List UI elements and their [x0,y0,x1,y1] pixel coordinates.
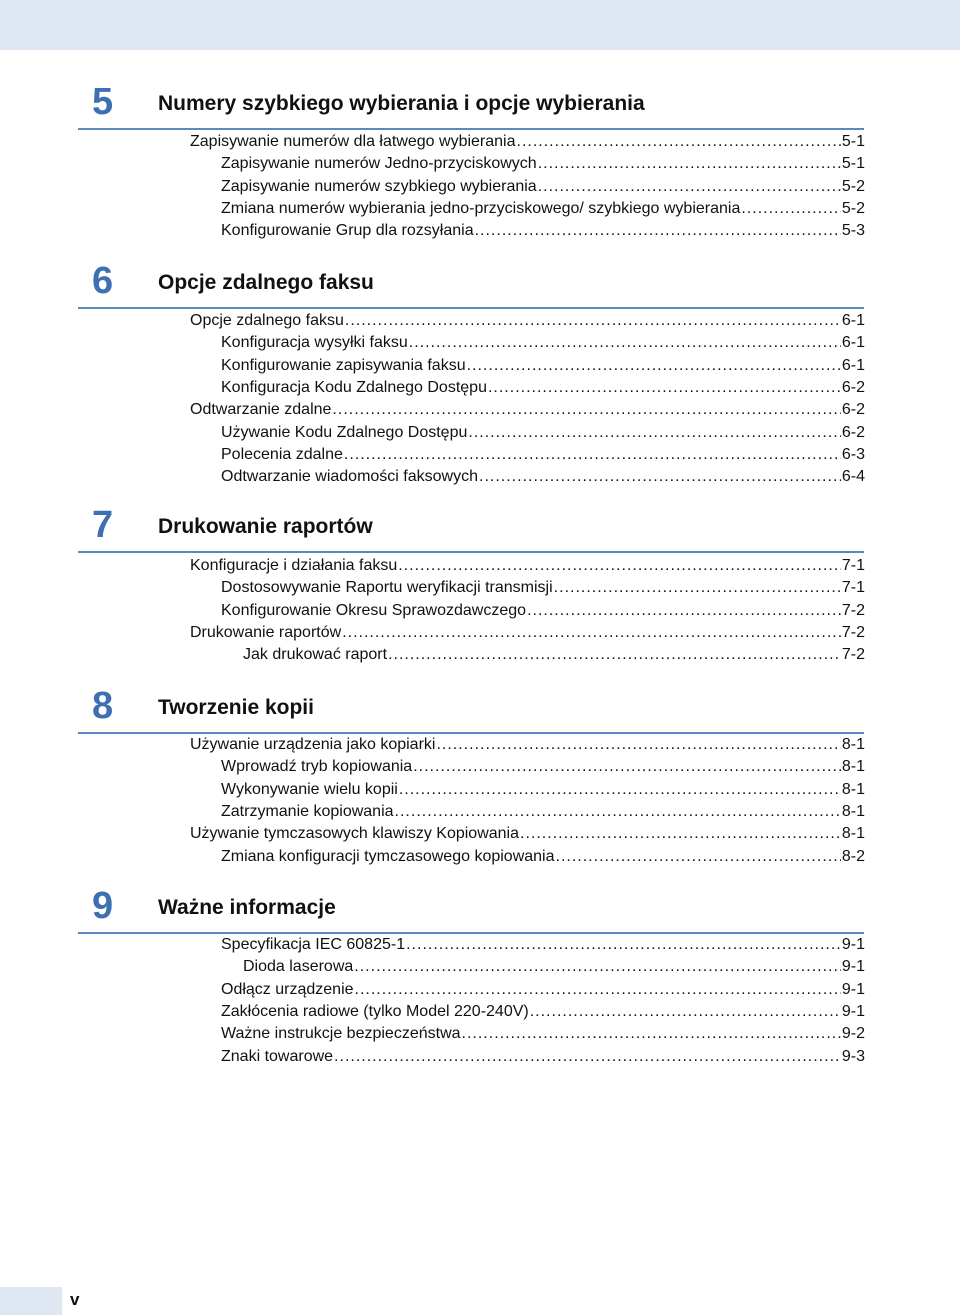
dot-leader [556,846,841,868]
toc-entry[interactable] [221,355,865,377]
toc-entry[interactable] [221,1023,865,1045]
toc-entry[interactable] [221,176,865,198]
dot-leader [395,801,841,823]
toc-entry-page: 6-2 [841,401,865,418]
dot-leader [342,622,841,644]
toc-entry-page: 9-1 [841,981,865,998]
toc-entry-page: 9-1 [841,958,865,975]
toc-entry-label: Polecenia zdalne [221,446,343,463]
toc-entry-label: Zmiana konfiguracji tymczasowego kopiowania [221,848,555,865]
toc-entry-label: Jak drukować raport [243,646,388,663]
dot-leader [488,377,841,399]
toc-entry-page: 8-1 [841,758,865,775]
dot-leader [388,644,841,666]
toc-entry-label: Wprowadź tryb kopiowania [221,758,413,775]
toc-entry-page: 8-1 [841,803,865,820]
toc-entry-label: Konfigurowanie zapisywania faksu [221,357,466,374]
toc-entry[interactable] [221,377,865,399]
toc-entry-label: Znaki towarowe [221,1048,334,1065]
chapter-header [78,80,864,130]
toc-entry[interactable] [221,934,865,956]
toc-entry-page: 9-1 [841,1003,865,1020]
toc-entry-page: 9-1 [841,936,865,953]
toc-entry-label: Zapisywanie numerów dla łatwego wybierania [190,133,516,150]
footer-color-tab [0,1287,62,1315]
toc-entry-label: Używanie Kodu Zdalnego Dostępu [221,424,468,441]
toc-entry-page: 7-2 [841,602,865,619]
toc-entry-label: Zakłócenia radiowe (tylko Model 220-240V) [221,1003,529,1020]
dot-leader [436,734,840,756]
toc-entry-page: 5-1 [841,133,865,150]
toc-entry[interactable] [243,956,865,978]
toc-entry[interactable] [190,622,865,644]
toc-entry-page: 8-1 [841,736,865,753]
toc-entry[interactable] [221,198,865,220]
toc-entry[interactable] [221,332,865,354]
toc-entry-label: Wykonywanie wielu kopii [221,781,398,798]
dot-leader [530,1001,841,1023]
toc-entry-label: Ważne instrukcje bezpieczeństwa [221,1025,461,1042]
toc-entry-label: Konfiguracja wysyłki faksu [221,334,408,351]
chapter-number: 8 [92,685,114,727]
toc-entry-label: Odłącz urządzenie [221,981,354,998]
toc-entry-label: Drukowanie raportów [190,624,342,641]
toc-entry-label: Konfiguracja Kodu Zdalnego Dostępu [221,379,487,396]
toc-entry-page: 9-2 [841,1025,865,1042]
dot-leader [527,600,841,622]
dot-leader [406,934,841,956]
toc-entry-page: 6-2 [841,424,865,441]
toc-entry-page: 7-2 [841,646,865,663]
toc-entry-label: Konfigurowanie Grup dla rozsyłania [221,222,474,239]
chapter-header [78,884,864,934]
toc-entry-page: 5-2 [841,200,865,217]
toc-entry[interactable] [221,600,865,622]
toc-entry-label: Opcje zdalnego faksu [190,312,344,329]
toc-entry-page: 6-2 [841,379,865,396]
toc-entry[interactable] [221,756,865,778]
dot-leader [345,310,841,332]
toc-entry[interactable] [221,153,865,175]
toc-entry[interactable] [221,779,865,801]
chapter-number: 5 [92,81,114,123]
dot-leader [538,153,841,175]
toc-entry-page: 7-1 [841,557,865,574]
toc-entry[interactable] [221,444,865,466]
toc-entry[interactable] [190,399,865,421]
toc-entry-label: Odtwarzanie wiadomości faksowych [221,468,478,485]
dot-leader [413,756,841,778]
chapter-title[interactable]: Numery szybkiego wybierania i opcje wybierania [158,92,645,115]
toc-entry-page: 5-2 [841,178,865,195]
dot-leader [398,555,841,577]
toc-entry-label: Dioda laserowa [243,958,354,975]
dot-leader [409,332,841,354]
toc-entry-page: 7-1 [841,579,865,596]
toc-entry[interactable] [221,846,865,868]
dot-leader [399,779,841,801]
chapter-number: 7 [92,504,114,546]
toc-entry-label: Zatrzymanie kopiowania [221,803,394,820]
chapter-header [78,503,864,553]
toc-entry-page: 6-4 [841,468,865,485]
toc-entry-label: Zapisywanie numerów szybkiego wybierania [221,178,537,195]
toc-entry-page: 6-1 [841,334,865,351]
dot-leader [467,355,841,377]
toc-entry[interactable] [221,1001,865,1023]
toc-entry[interactable] [190,734,865,756]
chapter-number: 6 [92,260,114,302]
toc-entry[interactable] [221,422,865,444]
chapter-number: 9 [92,885,114,927]
toc-entry-label: Konfigurowanie Okresu Sprawozdawczego [221,602,527,619]
toc-entry-label: Używanie urządzenia jako kopiarki [190,736,436,753]
toc-entry-page: 9-3 [841,1048,865,1065]
toc-entry[interactable] [221,1046,865,1068]
toc-entry-page: 5-3 [841,222,865,239]
toc-entry[interactable] [190,555,865,577]
toc-entry-label: Specyfikacja IEC 60825-1 [221,936,406,953]
toc-entry-label: Odtwarzanie zdalne [190,401,332,418]
toc-entry[interactable] [190,823,865,845]
toc-entry-page: 7-2 [841,624,865,641]
dot-leader [538,176,841,198]
toc-entry[interactable] [221,220,865,242]
toc-entry-label: Zapisywanie numerów Jedno-przyciskowych [221,155,537,172]
toc-entry[interactable] [221,979,865,1001]
dot-leader [355,979,841,1001]
toc-entry[interactable] [221,466,865,488]
toc-entry-page: 6-1 [841,312,865,329]
dot-leader [741,198,841,220]
toc-entry[interactable] [221,577,865,599]
toc-entry-label: Używanie tymczasowych klawiszy Kopiowania [190,825,520,842]
dot-leader [354,956,841,978]
dot-leader [479,466,841,488]
dot-leader [344,444,841,466]
toc-entry-page: 6-3 [841,446,865,463]
chapter-header [78,259,864,309]
chapter-title[interactable]: Ważne informacje [158,896,336,919]
dot-leader [475,220,841,242]
toc-entry[interactable] [243,644,865,666]
toc-entry-page: 5-1 [841,155,865,172]
chapter-title[interactable]: Drukowanie raportów [158,515,373,538]
top-color-band [0,0,960,50]
toc-entry-page: 6-1 [841,357,865,374]
toc-entry[interactable] [190,131,865,153]
toc-entry-label: Zmiana numerów wybierania jedno-przyciskowego/ szybkiego wybierania [221,200,741,217]
dot-leader [468,422,841,444]
dot-leader [520,823,841,845]
toc-entry-page: 8-2 [841,848,865,865]
toc-entry[interactable] [221,801,865,823]
toc-entry-page: 8-1 [841,781,865,798]
toc-entry-page: 8-1 [841,825,865,842]
dot-leader [462,1023,841,1045]
footer-page-number: v [70,1290,80,1309]
chapter-title[interactable]: Opcje zdalnego faksu [158,271,374,294]
dot-leader [554,577,841,599]
chapter-title[interactable]: Tworzenie kopii [158,696,314,719]
dot-leader [517,131,841,153]
toc-entry-label: Konfiguracje i działania faksu [190,557,398,574]
chapter-header [78,684,864,734]
toc-entry[interactable] [190,310,865,332]
dot-leader [332,399,840,421]
dot-leader [334,1046,841,1068]
toc-entry-label: Dostosowywanie Raportu weryfikacji transmisji [221,579,553,596]
